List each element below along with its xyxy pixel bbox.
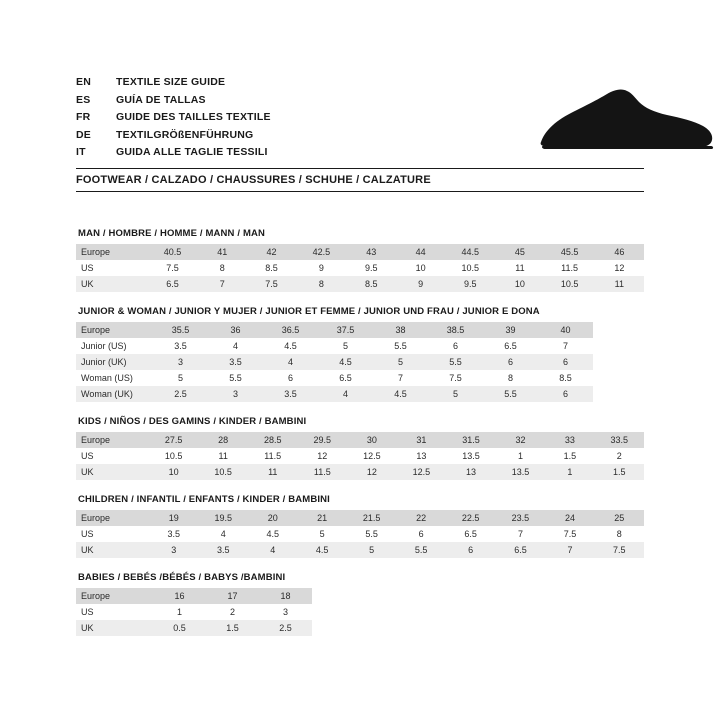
cell: 13.5 [446, 448, 496, 464]
cell: 8.5 [247, 260, 297, 276]
table-row [76, 276, 644, 292]
cell: 5 [318, 338, 373, 354]
cell: 12 [298, 448, 348, 464]
cell: 6 [538, 354, 593, 370]
cell: 33.5 [594, 432, 644, 448]
cell: 10.5 [198, 464, 248, 480]
cell: 41 [198, 244, 247, 260]
row-label: UK [76, 464, 149, 480]
cell: 8 [296, 276, 346, 292]
cell: 9 [296, 260, 346, 276]
document-header [76, 76, 644, 164]
cell: 42 [247, 244, 297, 260]
cell: 27.5 [149, 432, 199, 448]
cell: 24 [545, 510, 594, 526]
row-label: Europe [76, 432, 149, 448]
cell: 1.5 [545, 448, 594, 464]
cell: 11.5 [298, 464, 348, 480]
cell: 1 [545, 464, 594, 480]
table-row [76, 354, 593, 370]
table-row [76, 448, 644, 464]
cell: 3.5 [198, 542, 248, 558]
cell: 31.5 [446, 432, 496, 448]
cell: 6 [263, 370, 318, 386]
cell: 9 [396, 276, 445, 292]
cell: 10.5 [149, 448, 199, 464]
row-label: UK [76, 542, 149, 558]
language-code: ES [76, 93, 91, 106]
cell: 1 [496, 448, 546, 464]
cell: 7.5 [428, 370, 483, 386]
cell: 3.5 [149, 526, 198, 542]
row-label: Europe [76, 244, 147, 260]
cell: 5.5 [428, 354, 483, 370]
cell: 17 [206, 588, 259, 604]
cell: 4 [198, 526, 248, 542]
cell: 30 [347, 432, 397, 448]
table-row [76, 604, 312, 620]
cell: 5 [373, 354, 428, 370]
cell: 11.5 [248, 448, 298, 464]
row-label: UK [76, 276, 147, 292]
cell: 7.5 [147, 260, 197, 276]
cell: 5 [347, 542, 397, 558]
cell: 12 [347, 464, 397, 480]
cell: 0.5 [153, 620, 206, 636]
cell: 33 [545, 432, 594, 448]
cell: 36.5 [263, 322, 318, 338]
cell: 7 [198, 276, 247, 292]
cell: 37.5 [318, 322, 373, 338]
cell: 36 [208, 322, 263, 338]
table-row [76, 244, 644, 260]
cell: 7 [545, 542, 594, 558]
language-code: IT [76, 146, 86, 158]
cell: 3.5 [263, 386, 318, 402]
cell: 7.5 [595, 542, 644, 558]
cell: 6.5 [483, 338, 538, 354]
cell: 2.5 [153, 386, 208, 402]
cell: 3 [208, 386, 263, 402]
cell: 18 [259, 588, 312, 604]
row-label: US [76, 448, 149, 464]
table-row [76, 386, 593, 402]
language-code: DE [76, 128, 91, 141]
cell: 1 [153, 604, 206, 620]
cell: 3 [153, 354, 208, 370]
cell: 31 [397, 432, 447, 448]
cell: 5 [428, 386, 483, 402]
cell: 25 [595, 510, 644, 526]
cell: 4.5 [263, 338, 318, 354]
cell: 6 [483, 354, 538, 370]
cell: 6 [397, 526, 446, 542]
cell: 10 [149, 464, 199, 480]
cell: 5.5 [483, 386, 538, 402]
cell: 8 [483, 370, 538, 386]
cell: 8.5 [538, 370, 593, 386]
cell: 11 [495, 260, 544, 276]
cell: 6 [428, 338, 483, 354]
dress-shoe-icon [531, 80, 720, 160]
cell: 3 [259, 604, 312, 620]
cell: 10.5 [545, 276, 595, 292]
section-babies [76, 572, 644, 636]
cell: 8 [595, 526, 644, 542]
cell: 43 [346, 244, 396, 260]
cell: 38 [373, 322, 428, 338]
language-code: EN [76, 76, 91, 88]
cell: 2 [206, 604, 259, 620]
cell: 13.5 [496, 464, 546, 480]
cell: 19 [149, 510, 198, 526]
language-title: GUIDE DES TAILLES TEXTILE [116, 111, 271, 123]
cell: 16 [153, 588, 206, 604]
cell: 2 [594, 448, 644, 464]
language-title: TEXTILE SIZE GUIDE [116, 76, 226, 88]
table-row [76, 370, 593, 386]
section-children [76, 494, 644, 558]
cell: 12.5 [347, 448, 397, 464]
cell: 45 [495, 244, 544, 260]
cell: 4 [263, 354, 318, 370]
footwear-category-label: FOOTWEAR / CALZADO / CHAUSSURES / SCHUHE / CALZATURE [76, 174, 431, 186]
cell: 6 [446, 542, 496, 558]
cell: 11.5 [545, 260, 595, 276]
cell: 5.5 [397, 542, 446, 558]
table-row [76, 620, 312, 636]
cell: 3.5 [208, 354, 263, 370]
row-label: Woman (US) [76, 370, 153, 386]
cell: 13 [397, 448, 447, 464]
cell: 1.5 [594, 464, 644, 480]
row-label: Junior (UK) [76, 354, 153, 370]
cell: 32 [496, 432, 546, 448]
table-row [76, 260, 644, 276]
cell: 42.5 [296, 244, 346, 260]
cell: 4 [248, 542, 297, 558]
section-title: CHILDREN / INFANTIL / ENFANTS / KINDER / BAMBINI [78, 494, 330, 505]
cell: 7.5 [545, 526, 594, 542]
section-man [76, 228, 644, 292]
cell: 13 [446, 464, 496, 480]
size-table-children [76, 510, 644, 558]
table-row [76, 510, 644, 526]
cell: 22.5 [446, 510, 496, 526]
cell: 29.5 [298, 432, 348, 448]
cell: 9.5 [445, 276, 495, 292]
row-label: UK [76, 620, 153, 636]
cell: 5 [297, 526, 346, 542]
cell: 9.5 [346, 260, 396, 276]
section-junior-woman [76, 306, 644, 402]
row-label: US [76, 526, 149, 542]
cell: 4.5 [248, 526, 297, 542]
cell: 40 [538, 322, 593, 338]
cell: 4 [318, 386, 373, 402]
cell: 7 [538, 338, 593, 354]
section-title: KIDS / NIÑOS / DES GAMINS / KINDER / BAMBINI [78, 416, 307, 427]
cell: 11 [248, 464, 298, 480]
cell: 12 [595, 260, 644, 276]
cell: 10.5 [445, 260, 495, 276]
language-code: FR [76, 111, 91, 123]
size-table-junior-woman [76, 322, 593, 402]
cell: 21.5 [347, 510, 397, 526]
cell: 3.5 [153, 338, 208, 354]
cell: 28.5 [248, 432, 298, 448]
cell: 4.5 [318, 354, 373, 370]
cell: 8.5 [346, 276, 396, 292]
cell: 28 [198, 432, 248, 448]
table-row [76, 588, 312, 604]
cell: 1.5 [206, 620, 259, 636]
table-row [76, 526, 644, 542]
cell: 22 [397, 510, 446, 526]
footwear-category-bar [76, 168, 644, 192]
table-row [76, 432, 644, 448]
cell: 6.5 [446, 526, 496, 542]
cell: 46 [595, 244, 644, 260]
row-label: Europe [76, 322, 153, 338]
cell: 5.5 [208, 370, 263, 386]
size-table-babies [76, 588, 312, 636]
size-table-kids [76, 432, 644, 480]
size-tables [76, 228, 644, 650]
cell: 38.5 [428, 322, 483, 338]
cell: 5 [153, 370, 208, 386]
cell: 2.5 [259, 620, 312, 636]
cell: 23.5 [496, 510, 546, 526]
section-title: MAN / HOMBRE / HOMME / MANN / MAN [78, 228, 266, 239]
cell: 3 [149, 542, 198, 558]
cell: 21 [297, 510, 346, 526]
row-label: Europe [76, 588, 153, 604]
cell: 44.5 [445, 244, 495, 260]
table-row [76, 542, 644, 558]
table-row [76, 322, 593, 338]
cell: 10 [396, 260, 445, 276]
cell: 7 [496, 526, 546, 542]
language-title: GUÍA DE TALLAS [116, 93, 206, 106]
cell: 4.5 [297, 542, 346, 558]
cell: 6.5 [496, 542, 546, 558]
cell: 44 [396, 244, 445, 260]
row-label: US [76, 604, 153, 620]
cell: 5.5 [347, 526, 397, 542]
cell: 19.5 [198, 510, 248, 526]
cell: 40.5 [147, 244, 197, 260]
cell: 20 [248, 510, 297, 526]
section-title: JUNIOR & WOMAN / JUNIOR Y MUJER / JUNIOR ET FEMME / JUNIOR UND FRAU / JUNIOR E DONA [78, 306, 540, 317]
table-row [76, 338, 593, 354]
language-title: GUIDA ALLE TAGLIE TESSILI [116, 146, 268, 158]
cell: 35.5 [153, 322, 208, 338]
cell: 4 [208, 338, 263, 354]
cell: 8 [198, 260, 247, 276]
size-table-man [76, 244, 644, 292]
cell: 45.5 [545, 244, 595, 260]
row-label: Woman (UK) [76, 386, 153, 402]
row-label: US [76, 260, 147, 276]
row-label: Europe [76, 510, 149, 526]
section-kids [76, 416, 644, 480]
cell: 5.5 [373, 338, 428, 354]
language-title: TEXTILGRÖßENFÜHRUNG [116, 128, 254, 141]
cell: 11 [198, 448, 248, 464]
cell: 10 [495, 276, 544, 292]
table-row [76, 464, 644, 480]
section-title: BABIES / BEBÉS /BÉBÉS / BABYS /BAMBINI [78, 572, 286, 583]
cell: 6 [538, 386, 593, 402]
row-label: Junior (US) [76, 338, 153, 354]
cell: 6.5 [147, 276, 197, 292]
cell: 4.5 [373, 386, 428, 402]
cell: 7.5 [247, 276, 297, 292]
cell: 7 [373, 370, 428, 386]
cell: 12.5 [397, 464, 447, 480]
cell: 6.5 [318, 370, 373, 386]
cell: 11 [595, 276, 644, 292]
cell: 39 [483, 322, 538, 338]
